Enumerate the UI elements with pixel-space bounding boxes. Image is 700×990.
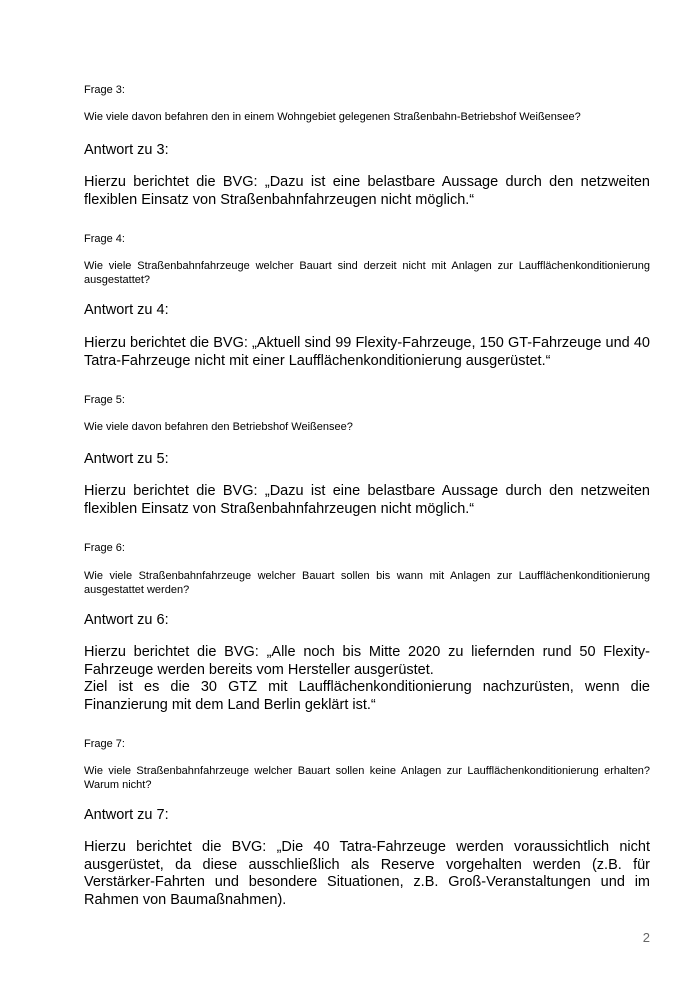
answer-label: Antwort zu 7:: [84, 807, 169, 823]
question-label: Frage 3:: [84, 84, 125, 96]
answer-text: [84, 644, 650, 714]
answer-label: Antwort zu 3:: [84, 142, 169, 158]
answer-label: Antwort zu 4:: [84, 302, 169, 318]
question-text: Wie viele davon befahren den Betriebshof Weißensee?: [84, 421, 353, 433]
answer-text: [84, 335, 650, 370]
answer-paragraph: Hierzu berichtet die BVG: „Aktuell sind 99 Flexity-Fahrzeuge, 150 GT-Fahrzeuge und 40 Tatra-Fahrzeuge nicht mit einer Laufflächenkonditionierung ausgerüstet.“: [84, 335, 650, 369]
question-text: Wie viele davon befahren den in einem Wohngebiet gelegenen Straßenbahn-Betriebshof Weißensee?: [84, 111, 581, 123]
answer-label: Antwort zu 5:: [84, 451, 169, 467]
question-label: Frage 7:: [84, 738, 125, 750]
answer-text: [84, 483, 650, 518]
question-label: Frage 4:: [84, 233, 125, 245]
answer-paragraph: Hierzu berichtet die BVG: „Alle noch bis Mitte 2020 zu liefernden rund 50 Flexity-Fahrzeuge werden bereits vom Hersteller ausgerüstet.: [84, 644, 650, 678]
answer-paragraph: Hierzu berichtet die BVG: „Die 40 Tatra-Fahrzeuge werden voraussichtlich nicht ausgerüstet, da diese ausschließlich als Reserve vorgehalten werden (z.B. für Verstärker-Fahrten und besondere Situationen, z.B. Groß-Veranstaltungen und im Rahmen von Baumaßnahmen).: [84, 839, 650, 908]
answer-text: [84, 174, 650, 209]
answer-paragraph: Hierzu berichtet die BVG: „Dazu ist eine belastbare Aussage durch den netzweiten flexiblen Einsatz von Straßenbahnfahrzeugen nicht möglich.“: [84, 483, 650, 517]
question-text: Wie viele Straßenbahnfahrzeuge welcher Bauart sollen keine Anlagen zur Laufflächenkonditionierung erhalten? Warum nicht?: [84, 765, 650, 791]
answer-text: [84, 839, 650, 909]
answer-paragraph: Ziel ist es die 30 GTZ mit Laufflächenkonditionierung nachzurüsten, wenn die Finanzierung mit dem Land Berlin geklärt ist.“: [84, 679, 650, 713]
answer-paragraph: Hierzu berichtet die BVG: „Dazu ist eine belastbare Aussage durch den netzweiten flexiblen Einsatz von Straßenbahnfahrzeugen nicht möglich.“: [84, 174, 650, 208]
answer-label: Antwort zu 6:: [84, 612, 169, 628]
question-text: Wie viele Straßenbahnfahrzeuge welcher Bauart sollen bis wann mit Anlagen zur Laufflächenkonditionierung ausgestattet werden?: [84, 570, 650, 596]
question-text: Wie viele Straßenbahnfahrzeuge welcher Bauart sind derzeit nicht mit Anlagen zur Laufflächenkonditionierung ausgestattet?: [84, 260, 650, 286]
question-label: Frage 6:: [84, 542, 125, 554]
question-label: Frage 5:: [84, 394, 125, 406]
page-number: 2: [642, 930, 650, 945]
